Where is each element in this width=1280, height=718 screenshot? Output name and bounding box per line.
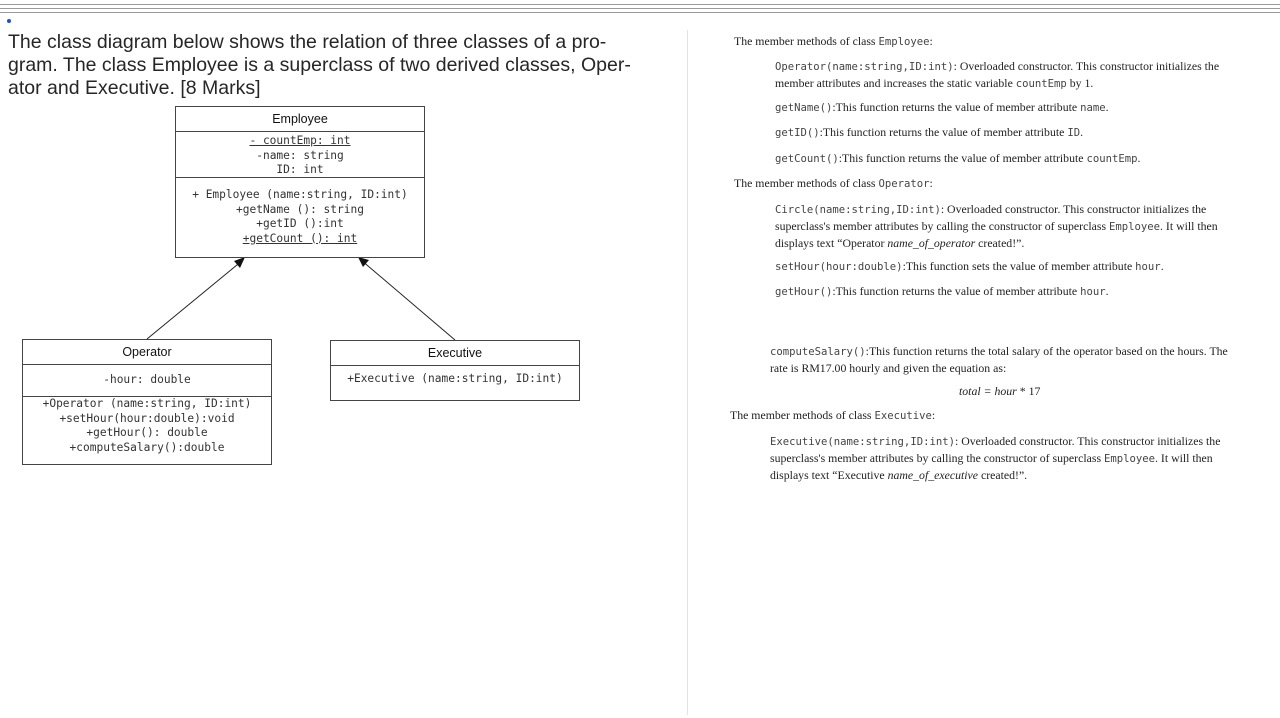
method-code: Employee xyxy=(1108,221,1161,233)
method-text: created!”. xyxy=(978,468,1028,482)
method-text: created!”. xyxy=(975,236,1025,250)
operator-method: +setHour(hour:double):void xyxy=(59,411,235,425)
employee-method: +getCount (): int xyxy=(242,231,358,245)
employee-method: +getID ():int xyxy=(256,217,344,230)
employee-methods xyxy=(176,177,424,246)
method-code: Operator(name:string,ID:int) xyxy=(775,61,954,73)
method-text: : Overloaded constructor. This constructor initializes the member attributes and increases the static variable xyxy=(775,59,1220,90)
method-code: Circle(name:string,ID:int) xyxy=(775,204,941,216)
getname-desc xyxy=(775,99,1250,116)
operator-constructor-desc xyxy=(775,201,1250,251)
method-text: . xyxy=(1080,125,1084,139)
heading-text: The member methods of class xyxy=(730,408,875,422)
method-code: name xyxy=(1080,102,1106,114)
employee-class-name: Employee xyxy=(272,112,328,126)
method-text: : Overloaded constructor. This constructor initializes the superclass's member attributes by calling the constructor of superclass xyxy=(770,434,1221,465)
operator-attribute: -hour: double xyxy=(103,373,191,386)
heading-text: : xyxy=(931,408,936,422)
employee-attribute: -name: string xyxy=(256,148,344,162)
employee-method: + Employee (name:string, ID:int) xyxy=(192,188,408,201)
operator-class-name: Operator xyxy=(122,345,172,359)
method-code: Executive(name:string,ID:int) xyxy=(770,436,955,448)
gethour-desc xyxy=(775,283,1250,300)
heading-code: Operator xyxy=(878,178,930,190)
heading-text: : xyxy=(929,176,933,190)
operator-attributes xyxy=(23,364,271,396)
method-text-italic: name_of_operator xyxy=(887,236,976,250)
method-code: getName() xyxy=(775,102,833,114)
bullet-marker xyxy=(7,19,11,23)
equation-text: * 17 xyxy=(1016,384,1041,398)
method-code: getHour() xyxy=(775,286,833,298)
executive-methods-heading xyxy=(730,407,1230,424)
operator-methods-heading xyxy=(734,175,1234,192)
method-code: countEmp xyxy=(1086,153,1138,165)
question-line: The class diagram below shows the relation of three classes of a pro- xyxy=(8,31,607,53)
employee-attribute: ID: int xyxy=(276,163,324,176)
executive-class-box xyxy=(330,340,580,401)
sethour-desc xyxy=(775,258,1250,275)
question-line: ator and Executive. [8 Marks] xyxy=(8,77,261,99)
method-code: setHour(hour:double) xyxy=(775,261,903,273)
method-text: :This function returns the value of member attribute xyxy=(819,125,1068,139)
executive-methods xyxy=(331,365,579,387)
method-text: . xyxy=(1137,151,1141,165)
method-text: : Overloaded constructor. This constructor initializes the superclass's member attributes by calling the constructor of superclass xyxy=(775,202,1207,233)
executive-class-name: Executive xyxy=(427,346,483,360)
method-code: ID xyxy=(1067,127,1081,139)
method-text: :This function returns the value of member attribute xyxy=(838,151,1087,165)
salary-equation xyxy=(959,383,1079,399)
top-rule-1 xyxy=(0,4,1280,5)
method-text: . It will then displays text “Operator xyxy=(775,219,1218,250)
method-text: :This function returns the value of member attribute xyxy=(832,100,1081,114)
operator-inheritance-line xyxy=(147,260,243,339)
operator-class-box xyxy=(22,339,272,465)
top-rule-3 xyxy=(0,12,1280,13)
heading-text: : xyxy=(929,34,933,48)
employee-attributes xyxy=(176,131,424,177)
getcount-desc xyxy=(775,150,1250,167)
executive-constructor-desc xyxy=(770,433,1248,483)
method-text: :This function sets the value of member attribute xyxy=(902,259,1136,273)
column-divider xyxy=(687,30,688,715)
operator-method: +getHour(): double xyxy=(86,426,208,439)
operator-method: +computeSalary():double xyxy=(69,440,225,454)
method-text: :This function returns the total salary of the operator based on the hours. The rate is RM17.00 hourly and given the equation as: xyxy=(770,344,1228,375)
method-text: :This function returns the value of member attribute xyxy=(832,284,1081,298)
operator-method: +Operator (name:string, ID:int) xyxy=(42,397,252,410)
heading-text: The member methods of class xyxy=(734,176,879,190)
question-text xyxy=(8,31,668,100)
method-text: . xyxy=(1105,284,1109,298)
method-text: . xyxy=(1160,259,1164,273)
employee-method: +getName (): string xyxy=(236,202,364,216)
operator-methods xyxy=(23,396,271,455)
executive-arrowhead xyxy=(358,257,369,267)
employee-methods-heading xyxy=(734,33,1234,50)
heading-code: Employee xyxy=(878,36,930,48)
method-code: getID() xyxy=(775,127,820,139)
heading-code: Executive xyxy=(874,410,932,422)
getid-desc xyxy=(775,124,1250,141)
method-code: getCount() xyxy=(775,153,839,165)
method-code: computeSalary() xyxy=(770,346,866,358)
employee-attribute: - countEmp: int xyxy=(249,134,351,147)
method-code: hour xyxy=(1080,286,1106,298)
method-text: . xyxy=(1105,100,1109,114)
method-text: by 1. xyxy=(1066,76,1094,90)
heading-text: The member methods of class xyxy=(734,34,879,48)
operator-arrowhead xyxy=(234,257,245,268)
employee-class-box xyxy=(175,106,425,258)
method-text: . It will then displays text “Executive xyxy=(770,451,1213,482)
method-code: countEmp xyxy=(1015,78,1067,90)
employee-constructor-desc xyxy=(775,58,1250,92)
top-rule-2 xyxy=(0,8,1280,9)
executive-inheritance-line xyxy=(361,260,455,340)
method-text-italic: name_of_executive xyxy=(887,468,979,482)
equation-italic: total = hour xyxy=(959,384,1017,398)
executive-method: +Executive (name:string, ID:int) xyxy=(347,372,563,385)
computesalary-desc xyxy=(770,343,1248,376)
method-code: Employee xyxy=(1103,453,1156,465)
question-line: gram. The class Employee is a superclass of two derived classes, Oper- xyxy=(8,54,631,76)
method-code: hour xyxy=(1135,261,1161,273)
